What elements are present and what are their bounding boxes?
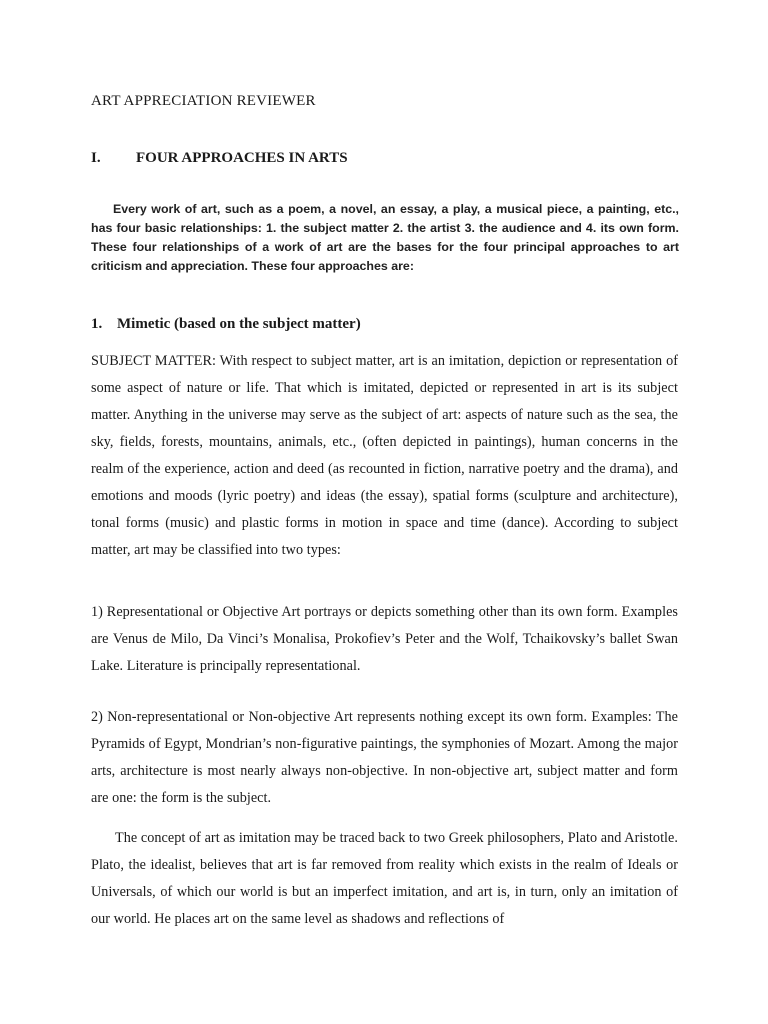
section-number: I. <box>91 150 101 166</box>
paragraph-subject-matter: SUBJECT MATTER: With respect to subject matter, art is an imitation, depiction or representation of some aspect of nature or life. That which is imitated, depicted or represented in art is its subject matter. Anything in the universe may serve as the subject of art: aspects of nature such as the sea, the sky, fields, forests, mountains, animals, etc., (often depicted in paintings), human concerns in the realm of the experience, action and deed (as recounted in fiction, narrative poetry and the drama), and emotions and moods (lyric poetry) and ideas (the essay), spatial forms (sculpture and architecture), tonal forms (music) and plastic forms in motion in space and time (dance). According to subject matter, art may be classified into two types: <box>91 353 678 558</box>
subsection-heading <box>91 316 361 333</box>
paragraph-representational: 1) Representational or Objective Art portrays or depicts something other than its own form. Examples are Venus de Milo, Da Vinci’s Monalisa, Prokofiev’s Peter and the Wolf, Tchaikovsky’s ballet Swan Lake. Literature is principally representational. <box>91 604 678 674</box>
paragraph-imitation-concept: The concept of art as imitation may be traced back to two Greek philosophers, Plato and Aristotle. Plato, the idealist, believes that art is far removed from reality which exists in the realm of Ideals or Universals, of which our world is but an imperfect imitation, and art is, in turn, only an imitation of our world. He places art on the same level as shadows and reflections of <box>91 830 678 927</box>
section-title: FOUR APPROACHES IN ARTS <box>136 150 348 166</box>
paragraph-non-representational: 2) Non-representational or Non-objective Art represents nothing except its own form. Examples: The Pyramids of Egypt, Mondrian’s non-figurative paintings, the symphonies of Mozart. Among the major arts, architecture is most nearly always non-objective. In non-objective art, subject matter and form are one: the form is the subject. <box>91 709 678 806</box>
subsection-number: 1. <box>91 316 103 332</box>
subsection-title: Mimetic (based on the subject matter) <box>117 316 361 332</box>
section-heading <box>91 150 348 167</box>
intro-paragraph: Every work of art, such as a poem, a novel, an essay, a play, a musical piece, a painting, etc., has four basic relationships: 1. the subject matter 2. the artist 3. the audience and 4. its own form. These four relationships of a work of art are the bases for the four principal approaches to art criticism and appreciation. These four approaches are: <box>91 202 679 273</box>
document-title: ART APPRECIATION REVIEWER <box>91 93 316 109</box>
